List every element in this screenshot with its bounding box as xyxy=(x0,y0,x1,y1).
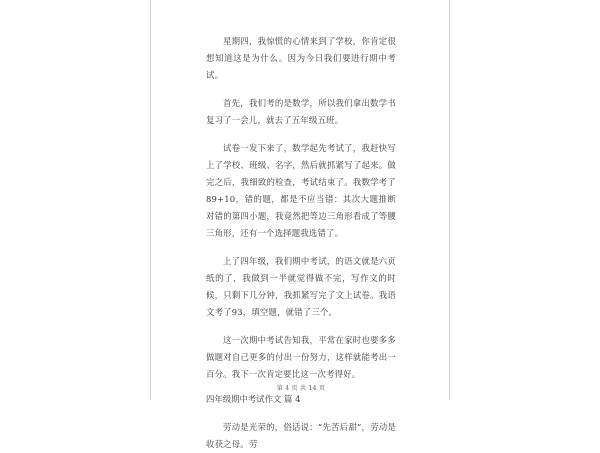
document-page xyxy=(150,0,450,449)
paragraph-1: 星期四，我惊慌的心情来到了学校，你肯定很想知道这是为什么。因为今日我们要进行期中考试。 xyxy=(206,36,396,80)
paragraph-6: 劳动是光荣的，俗话说：“先苦后甜”，劳动是收获之母。劳 xyxy=(206,422,396,449)
page-footer: 第 4 页 共 14 页 xyxy=(276,385,326,392)
paragraph-3: 试卷一发下来了，数学起先考试了，我赶快写上了学校、班级、名字，然后就抓紧写了起来。做完之后，我细致的检查，考试结束了。我数学考了89+10，错的题，都是不应当错：其次大题推断对错的第四小题，我竟然把等边三角形看成了等腰三角形，还有一个选择题我选错了。 xyxy=(206,143,396,238)
paragraph-5: 这一次期中考试告知我，平常在家时也要多多做题对自己更多的付出一份努力，这样就能考出一百分。我下一次肯定要比这一次考得好。 xyxy=(206,335,396,379)
paragraph-4: 上了四年级，我们期中考试，的语文就是六页纸的了，我做到一半就觉得做不完，写作文的时候，只剩下几分钟，我抓紧写完了文上试卷。我语文考了93，填空题，就错了三个。 xyxy=(206,256,396,317)
paragraph-2: 首先，我们考的是数学，所以我们拿出数学书复习了一会儿，就去了五年级五班。 xyxy=(206,98,396,125)
section-heading: 四年级期中考试作文 篇 4 xyxy=(206,394,301,404)
